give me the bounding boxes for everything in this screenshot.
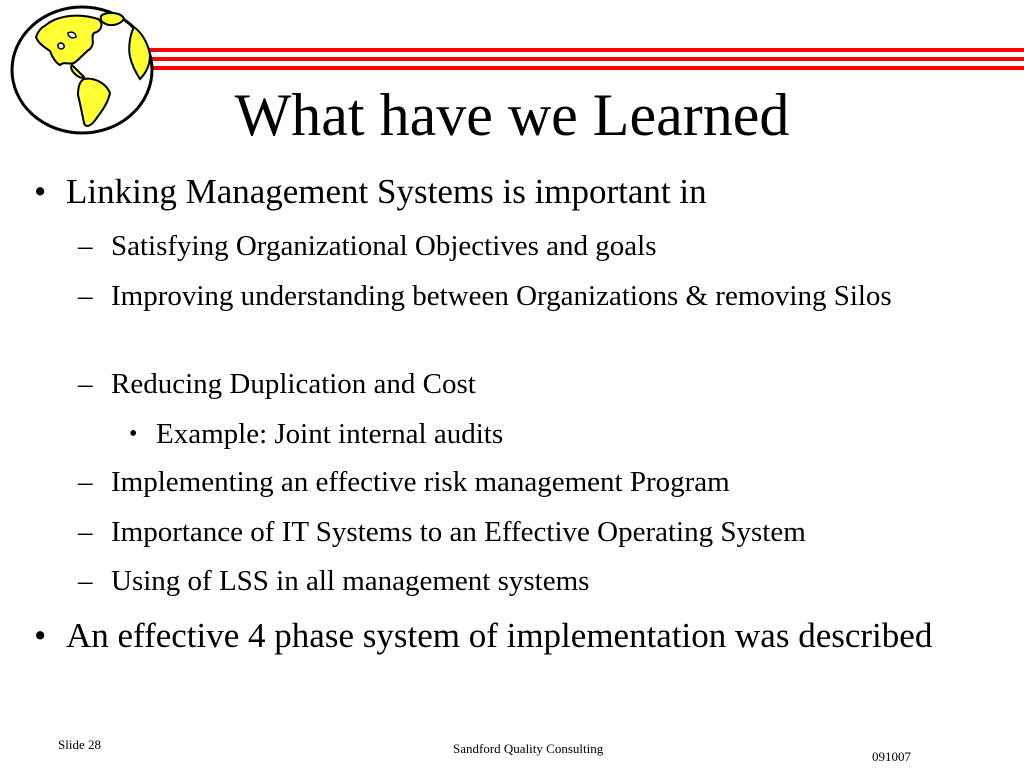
bullet-item — [34, 614, 964, 658]
bullet-text: Linking Management Systems is important in — [66, 172, 707, 211]
sub-bullet-item — [78, 276, 978, 316]
sub-bullet-text: Implementing an effective risk management Program — [111, 466, 730, 498]
bullet-icon: • — [34, 616, 47, 655]
sub-bullet-text: Using of LSS in all management systems — [111, 565, 590, 597]
sub-bullet-item — [78, 561, 978, 601]
footer-company: Sandford Quality Consulting — [453, 741, 604, 756]
bullet-icon: • — [129, 421, 138, 447]
dash-icon: – — [78, 466, 93, 498]
footer-code: 091007 — [872, 749, 911, 764]
dash-icon: – — [78, 280, 93, 312]
dash-icon: – — [78, 516, 93, 548]
dash-icon: – — [78, 230, 93, 262]
sub-sub-bullet-item — [129, 414, 969, 454]
sub-bullet-item — [78, 462, 978, 502]
sub-bullet-text: Reducing Duplication and Cost — [111, 368, 476, 400]
header-rule-bottom — [130, 66, 1024, 70]
sub-bullet-text: Importance of IT Systems to an Effective Operating System — [111, 516, 806, 548]
sub-sub-bullet-text: Example: Joint internal audits — [156, 418, 504, 450]
header-rule-middle — [130, 57, 1024, 61]
sub-bullet-item — [78, 226, 978, 266]
slide-title: What have we Learned — [234, 82, 790, 148]
bullet-item — [34, 170, 964, 214]
sub-bullet-item — [78, 364, 978, 404]
sub-bullet-text: Improving understanding between Organizations & removing Silos — [111, 280, 892, 312]
sub-bullet-text: Satisfying Organizational Objectives and goals — [111, 230, 657, 262]
bullet-text: An effective 4 phase system of implementation was described — [66, 616, 933, 655]
dash-icon: – — [78, 368, 93, 400]
sub-bullet-item — [78, 512, 978, 552]
bullet-icon: • — [34, 172, 47, 211]
dash-icon: – — [78, 565, 93, 597]
slide-number: Slide 28 — [58, 737, 101, 752]
header-rule-top — [130, 48, 1024, 52]
